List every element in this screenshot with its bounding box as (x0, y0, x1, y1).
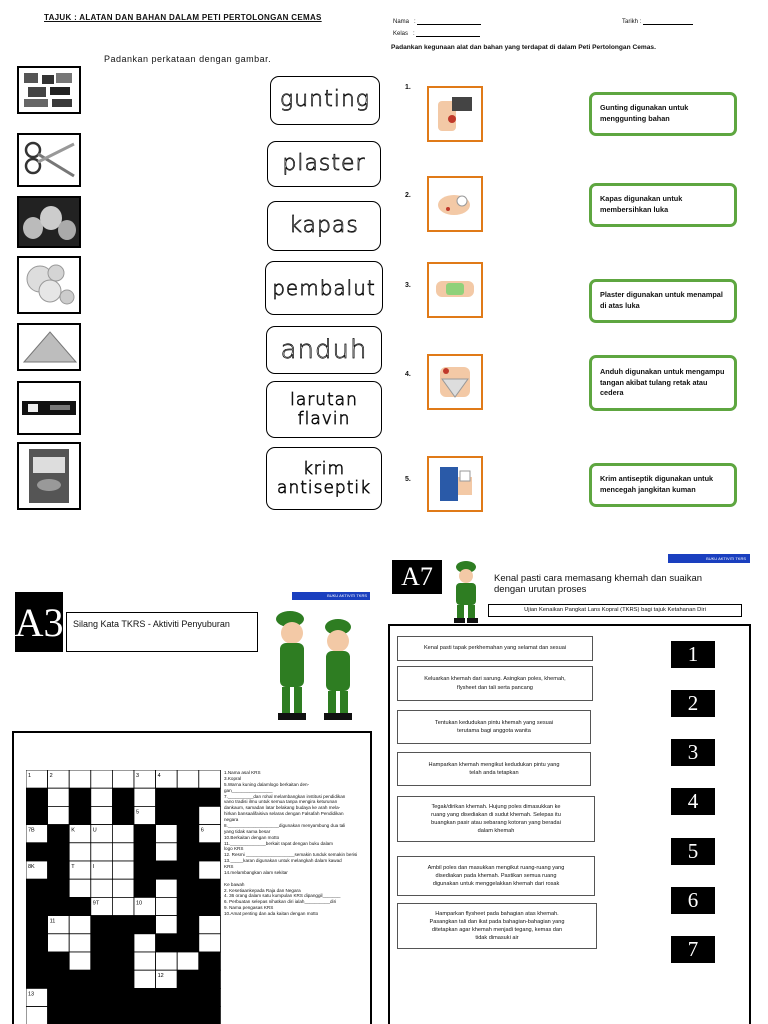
tent-step-card: Tentukan kedudukan pintu khemah yang sesuai terutama bagi anggota wanita (397, 710, 591, 744)
crossword-cell (156, 861, 178, 879)
crossword-title: Silang Kata TKRS - Aktiviti Penyuburan (66, 612, 258, 652)
crossword-clue: hirkan bansaalifaisiva selaras dengan Falsafah Pendidikan (224, 811, 344, 817)
step-number-box: 6 (671, 887, 715, 914)
crossword-clues (224, 770, 357, 917)
item-number: 4. (405, 371, 411, 378)
crossword-cell (199, 1007, 221, 1024)
crossword-cell (112, 788, 134, 806)
arm-sling-icon (427, 354, 483, 410)
step-number-box: 2 (671, 690, 715, 717)
tent-activity-subtitle: Ujian Kenaikan Pangkat Lans Kopral (TKRS) bagi tajuk Ketahanan Diri (488, 604, 742, 617)
crossword-cell (69, 843, 91, 861)
crossword-clue: 1.Nama asal KRS (224, 770, 261, 775)
cotton-balls-picture (17, 256, 81, 314)
crossword-clue: 12. Resmi ___________________semakin tunduk semakin berisi (224, 852, 358, 858)
crossword-cell (199, 952, 221, 970)
crossword-cell (156, 806, 178, 824)
crossword-cell-number: K (71, 827, 75, 834)
crossword-cell (177, 770, 199, 788)
crossword-cell (91, 843, 113, 861)
word-card-anduh: anduh (266, 326, 382, 374)
crossword-clue: 2. Kesetiaankepada Raja dan Negara (224, 887, 301, 893)
crossword-cell (69, 897, 91, 915)
usage-statement-2: Kapas digunakan untuk membersihkan luka (589, 183, 737, 227)
crossword-cell-number: 12 (157, 973, 164, 980)
activity-book-banner: BUKU AKTIVITI TKRS (668, 554, 750, 563)
crossword-cell-number: 5 (136, 809, 140, 816)
crossword-cell (112, 843, 134, 861)
crossword-cell (177, 843, 199, 861)
tent-step-card: Tegak/dirikan khemah. Hujung poles dimasukkan ke ruang yang disediakan di sudut khemah. Selepas itu buangkan pasir atau sebarang kotoran yang beradai dalam khemah (397, 796, 595, 842)
crossword-cell (48, 806, 70, 824)
item-number: 5. (405, 476, 411, 483)
crossword-cell (26, 879, 48, 897)
crossword-cell-number: 10 (136, 900, 143, 907)
crossword-cell (48, 825, 70, 843)
crossword-cell (26, 897, 48, 915)
crossword-cell (177, 788, 199, 806)
crossword-cell (177, 879, 199, 897)
matching-instruction: Padankan perkataan dengan gambar. (104, 54, 272, 64)
crossword-cell (156, 952, 178, 970)
crossword-cell (156, 988, 178, 1006)
crossword-clue: 5.Warna kuning dalamlogo berkaitan den- (224, 781, 310, 787)
crossword-cell (134, 988, 156, 1006)
crossword-cell (177, 897, 199, 915)
step-number-box: 3 (671, 739, 715, 766)
crossword-cell-number: 3 (136, 773, 140, 779)
triangular-bandage-picture (17, 323, 81, 371)
crossword-cell (177, 806, 199, 824)
crossword-clue: 13._____karan digunakan untuk melangkah dalam kawad (224, 858, 342, 864)
crossword-cell (134, 879, 156, 897)
nama-field: Nama : (393, 18, 481, 25)
tent-step-card: Hamparkan flysheet pada bahagian atas khemah. Pasangkan tali dan ikat pada bahagian-bahagian yang ditetapkan agar khemah menjadi tegang, kemas dan tidak dimasuki air (397, 903, 597, 949)
item-number: 3. (405, 282, 411, 289)
tent-step-card: Hamparkan khemah mengikut kedudukan pintu yang telah anda tetapkan (397, 752, 591, 786)
crossword-cell-number: T (71, 864, 75, 870)
crossword-clue: 9. Nama pengasas KRS (224, 905, 274, 911)
crossword-cell (199, 988, 221, 1006)
crossword-cell (48, 897, 70, 915)
activity-label-a7: A7 (392, 560, 442, 594)
cadet-cartoon-icon (262, 605, 362, 727)
crossword-cell (112, 861, 134, 879)
crossword-cell-number: 9T (92, 900, 100, 907)
crossword-clue: 10.Berkaitan dengan motto (224, 834, 280, 840)
crossword-cell (69, 806, 91, 824)
crossword-cell (26, 952, 48, 970)
crossword-cell (156, 788, 178, 806)
crossword-cell (91, 770, 113, 788)
crossword-cell (26, 916, 48, 934)
crossword-cell (112, 916, 134, 934)
crossword-cell (26, 934, 48, 952)
crossword-cell (26, 1007, 48, 1024)
crossword-cell (112, 988, 134, 1006)
crossword-cell (199, 788, 221, 806)
crossword-cell (91, 806, 113, 824)
crossword-cell (199, 861, 221, 879)
crossword-cell (199, 843, 221, 861)
step-number-box: 1 (671, 641, 715, 668)
tarikh-field: Tarikh : (622, 18, 693, 25)
crossword-cell (199, 879, 221, 897)
usage-statement-1: Gunting digunakan untuk menggunting bahan (589, 92, 737, 136)
crossword-clue: 7.__________dan rohal melambangkan institusi pendidikan (224, 793, 346, 799)
crossword-clue: KRS (224, 864, 234, 869)
tent-step-card: Keluarkan khemah dari sarung. Asingkan poles, khemah, flysheet dan tali serta pancang (397, 666, 593, 701)
crossword-grid (26, 770, 222, 1024)
crossword-cell (177, 988, 199, 1006)
crossword-clue: yang tidak sama besar (224, 828, 271, 834)
crossword-cell-number: I (92, 864, 95, 870)
crossword-clue: 14.melambangkan alam sekitar (224, 869, 288, 875)
crossword-cell (156, 934, 178, 952)
crossword-cell (199, 806, 221, 824)
crossword-clue: Ke bawah (224, 881, 245, 887)
crossword-cell (26, 806, 48, 824)
crossword-cell (156, 825, 178, 843)
crossword-cell (48, 788, 70, 806)
antiseptic-cream-box-picture (17, 442, 81, 510)
crossword-cell (199, 897, 221, 915)
crossword-cell (69, 770, 91, 788)
crossword-cell (91, 988, 113, 1006)
crossword-cell (134, 916, 156, 934)
crossword-cell (112, 934, 134, 952)
crossword-cell-number: U (92, 827, 97, 834)
crossword-cell (91, 1007, 113, 1024)
crossword-cell (134, 788, 156, 806)
crossword-cell (199, 770, 221, 788)
usage-instruction: Padankan kegunaan alat dan bahan yang terdapat di dalam Peti Pertolongan Cemas. (391, 44, 656, 51)
crossword-cell (26, 970, 48, 988)
crossword-cell (91, 788, 113, 806)
crossword-cell (112, 897, 134, 915)
crossword-cell (156, 843, 178, 861)
crossword-clue: 3.Kopral (224, 775, 242, 781)
crossword-cell (69, 934, 91, 952)
crossword-cell (134, 952, 156, 970)
crossword-clue: gan________________ (224, 787, 273, 793)
crossword-cell (134, 1007, 156, 1024)
crossword-cell-number: 7B (28, 827, 35, 834)
crossword-cell-number: 8K (28, 864, 35, 870)
crossword-clue: 6. Perbuatan selepas nihatkan diri ialah__________diri (224, 899, 337, 905)
crossword-cell (134, 970, 156, 988)
crossword-cell (177, 825, 199, 843)
crossword-cell (69, 970, 91, 988)
crossword-cell (91, 970, 113, 988)
crossword-cell (91, 934, 113, 952)
crossword-cell (112, 879, 134, 897)
crossword-clue: 4. 36 orang dalam satu kumpulan KRS dipanggil_______ (224, 893, 341, 899)
crossword-cell-number: 1 (28, 773, 32, 779)
bandage-rolls-picture (17, 66, 81, 114)
step-number-box: 5 (671, 838, 715, 865)
tent-step-card: Kenal pasti tapak perkhemahan yang selamat dan sesuai (397, 636, 593, 661)
word-card-larutan-flavin: larutan flavin (266, 381, 382, 438)
crossword-cell (177, 916, 199, 934)
crossword-cell (112, 952, 134, 970)
crossword-clue: vano tradisi ilmu untuk semua tanpa mengira keturunan (224, 799, 338, 805)
crossword-cell (134, 861, 156, 879)
crossword-cell (48, 988, 70, 1006)
word-card-krim-antiseptik: krim antiseptik (266, 447, 382, 510)
crossword-cell (156, 916, 178, 934)
crossword-cell (134, 843, 156, 861)
crossword-cell (177, 1007, 199, 1024)
crossword-cell (112, 970, 134, 988)
crossword-cell (177, 970, 199, 988)
crossword-cell-number: 6 (200, 827, 204, 834)
crossword-cell (48, 843, 70, 861)
item-number: 2. (405, 192, 411, 199)
crossword-cell (177, 934, 199, 952)
crossword-cell (199, 916, 221, 934)
crossword-cell (156, 879, 178, 897)
cadet-cartoon-icon (446, 560, 486, 624)
crossword-cell-number: 2 (49, 773, 53, 779)
crossword-clue: 11.______________berkait rapat dengan buku dalam (224, 840, 333, 846)
crossword-cell-number: 4 (157, 773, 161, 779)
flavine-bottle-picture (17, 381, 81, 435)
crossword-cell (177, 861, 199, 879)
crossword-cell (69, 788, 91, 806)
crossword-cell (156, 1007, 178, 1024)
crossword-cell (91, 952, 113, 970)
crossword-cell (48, 970, 70, 988)
crossword-cell (91, 916, 113, 934)
gauze-rolls-picture (17, 196, 81, 248)
word-card-pembalut: pembalut (265, 261, 383, 315)
crossword-cell (91, 879, 113, 897)
kelas-field: Kelas : (393, 30, 480, 37)
activity-label-a3: A3 (15, 592, 63, 652)
crossword-cell (69, 1007, 91, 1024)
crossword-clue: 8.____________________digunakan menyambung dua tali (224, 822, 346, 828)
crossword-clue: dankaum, samadan latar belakang budaya ke arah mela- (224, 805, 341, 811)
crossword-cell (48, 861, 70, 879)
step-number-box: 7 (671, 936, 715, 963)
scissors-picture (17, 133, 81, 187)
usage-statement-3: Plaster digunakan untuk menampal di atas luka (589, 279, 737, 323)
cutting-icon (427, 86, 483, 142)
crossword-cell-number: 13 (28, 991, 35, 998)
crossword-cell (199, 970, 221, 988)
crossword-cell (177, 952, 199, 970)
crossword-cell (156, 897, 178, 915)
crossword-cell (48, 952, 70, 970)
crossword-cell (69, 879, 91, 897)
crossword-cell-number: 11 (49, 918, 56, 925)
word-card-kapas: kapas (267, 201, 381, 251)
usage-statement-4: Anduh digunakan untuk mengampu tangan akibat tulang retak atau cedera (589, 355, 737, 411)
crossword-cell (26, 788, 48, 806)
cleaning-wound-icon (427, 176, 483, 232)
crossword-cell (69, 988, 91, 1006)
crossword-cell (112, 806, 134, 824)
crossword-cell (69, 952, 91, 970)
crossword-clue: 10.Amat penting dan ada kaitan dengan motto (224, 911, 319, 916)
crossword-cell (69, 916, 91, 934)
activity-book-banner: BUKU AKTIVITI TKRS (292, 592, 370, 600)
crossword-clue: logo KRS (224, 846, 244, 852)
crossword-cell (199, 934, 221, 952)
crossword-cell (112, 1007, 134, 1024)
tent-step-card: Ambil poles dan masukkan mengikut ruang-ruang yang disediakan pada khemah. Pastikan semua ruang digunakan untuk menggelakkan khemah dari rosak (397, 856, 595, 896)
step-number-box: 4 (671, 788, 715, 815)
crossword-cell (134, 825, 156, 843)
usage-statement-5: Krim antiseptik digunakan untuk mencegah jangkitan kuman (589, 463, 737, 507)
crossword-cell (48, 934, 70, 952)
crossword-clue: negara (224, 817, 239, 822)
crossword-cell (48, 879, 70, 897)
crossword-cell (48, 1007, 70, 1024)
crossword-cell (26, 843, 48, 861)
antiseptic-cream-icon (427, 456, 483, 512)
word-card-plaster: plaster (267, 141, 381, 187)
crossword-cell (112, 825, 134, 843)
crossword-cell (112, 770, 134, 788)
crossword-cell (134, 934, 156, 952)
item-number: 1. (405, 84, 411, 91)
plaster-icon (427, 262, 483, 318)
worksheet-title: TAJUK : ALATAN DAN BAHAN DALAM PETI PERTOLONGAN CEMAS (44, 13, 322, 22)
word-card-gunting: gunting (270, 76, 380, 125)
tent-activity-heading: Kenal pasti cara memasang khemah dan suaikan dengan urutan proses (494, 573, 703, 596)
